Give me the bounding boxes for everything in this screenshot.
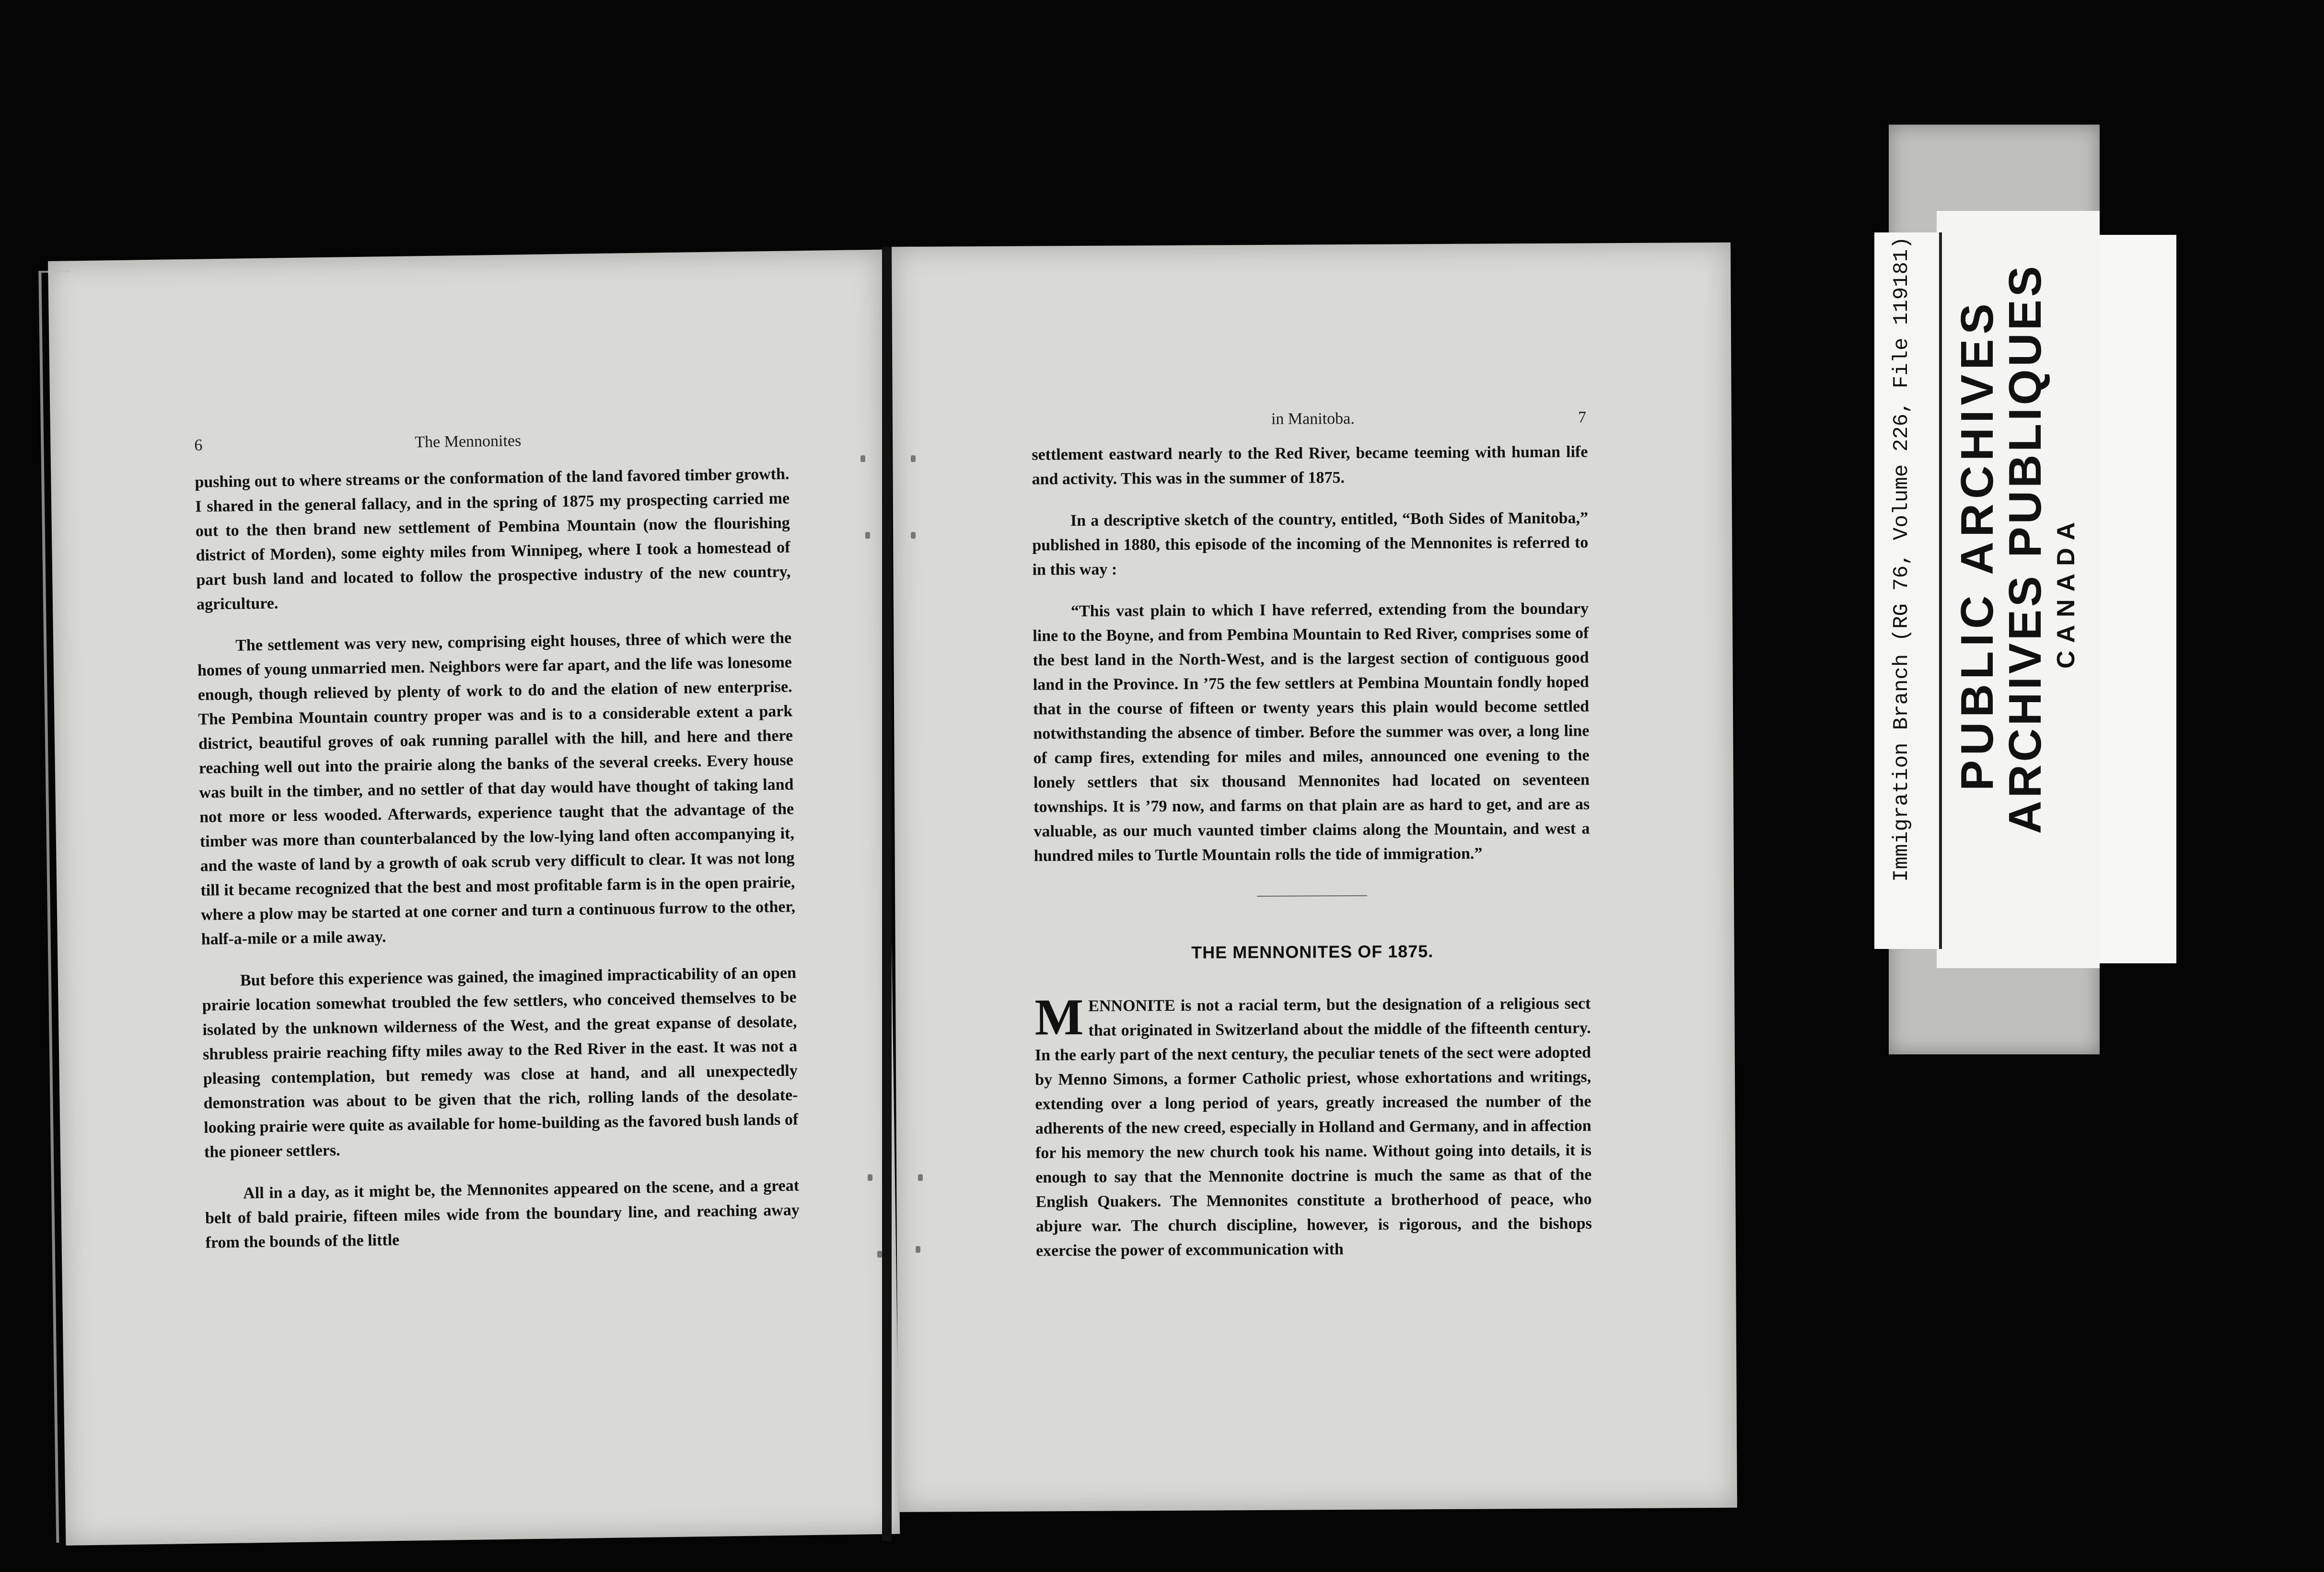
section-paragraph	[1034, 988, 1592, 1263]
book-gutter	[882, 247, 892, 1541]
drop-cap: M	[1034, 988, 1084, 1046]
scan-mark	[918, 1174, 923, 1181]
archive-stamp-line1: PUBLIC ARCHIVES	[1952, 299, 2003, 791]
page-edges	[38, 270, 88, 1543]
left-paragraph: pushing out to where streams or the conformation of the land favored timber growth. I shared in the general fallacy, and in the spring of 1875 my prospecting carried me out to the then brand new settlement of Pembina Mountain (now the flourishing district of Morden), some eighty miles from Winnipeg, where I took a homestead of part bush land and located to follow the prospective industry of the new country, agriculture.	[195, 465, 791, 613]
right-text-block	[1032, 439, 1592, 1280]
scan-mark	[916, 1246, 920, 1253]
archive-label-text: Immigration Branch (RG 76, Volume 226, File 119181)	[1890, 236, 1914, 882]
scan-mark	[911, 532, 916, 539]
left-page	[48, 250, 900, 1546]
right-paragraph: In a descriptive sketch of the country, entitled, “Both Sides of Manitoba,” published in 1880, this episode of the incoming of the Mennonites is referred to in this way :	[1032, 509, 1589, 579]
scan-mark	[868, 1174, 872, 1181]
section-divider	[1257, 895, 1367, 897]
page-number-left: 6	[194, 436, 203, 454]
right-paragraph: settlement eastward nearly to the Red River, became teeming with human life and activity. This was in the summer of 1875.	[1032, 443, 1588, 488]
scan-mark	[860, 455, 865, 462]
right-page	[892, 243, 1737, 1512]
scan-mark	[911, 455, 916, 462]
section-text: ENNONITE is not a racial term, but the designation of a religious sect that originated in Switzerland about the middle of the fifteenth century. In the early part of the next century, the peculiar tenets of the sect were adopted by Menno Simons, a former Catholic priest, whose exhortations and writings, extending over a long period of years, greatly increased the number of the adherents of the new creed, especially in Holland and Germany, and in affection for his memory the new church took his name. Without going into details, it is enough to say that the Mennonite doctrine is much the same as that of the English Quakers. The Mennonites constitute a brotherhood of peace, who abjure war. The church discipline, however, is rigorous, and the bishops exercise the power of excommunication with	[1034, 994, 1592, 1260]
archive-stamp-line2: ARCHIVES PUBLIQUES	[1999, 263, 2051, 834]
archive-stamp-line3: CANADA	[2052, 514, 2080, 669]
book-spread	[48, 247, 1731, 1541]
archive-card-strip	[2100, 235, 2176, 963]
running-title-left: The Mennonites	[415, 432, 522, 451]
left-paragraph: All in a day, as it might be, the Mennonites appeared on the scene, and a great belt of bald prairie, fifteen miles wide from the boundary line, and reaching away from the bounds of the little	[205, 1177, 800, 1252]
scan-mark	[877, 1251, 882, 1258]
block-quote: “This vast plain to which I have referred, extending from the boundary line to the Boyne, and from Pembina Mountain to Red River, comprises some of the best land in the North-West, and is the largest section of contiguous good land in the Province. In ’75 the few settlers at Pembina Mountain fondly hoped that in the course of fifteen or twenty years this plain would become settled notwithstanding the absence of timber. Before the summer was over, a long line of camp fires, extending for miles and miles, announced one evening to the lonely settlers that six thousand Mennonites had located on seventeen townships. It is ’79 now, and farms on that plain are as hard to get, and are as valuable, as our much vaunted timber claims along the Mountain, and west a hundred miles to Turtle Mountain rolls the tide of immigration.”	[1033, 600, 1590, 865]
scan-mark	[865, 532, 870, 539]
left-paragraph: The settlement was very new, comprising eight houses, three of which were the homes of young unmarried men. Neighbors were far apart, and the life was lonesome enough, though relieved by plenty of work to do and the elation of new enterprise. The Pembina Mountain country proper was and is to a considerable extent a park district, beautiful groves of oak running parallel with the hill, and here and there reaching well out into the prairie along the banks of the several creeks. Every house was built in the timber, and no settler of that day would have thought of taking land not more or less wooded. Afterwards, experience taught that the advantage of the timber was more than counterbalanced by the low-lying land often accompanying it, and the waste of land by a growth of oak scrub very difficult to clear. It was not long till it became recognized that the best and most profitable farm is in the open prairie, where a plow may be started at one corner and turn a continuous furrow to the other, half-a-mile or a mile away.	[197, 629, 796, 948]
section-title: THE MENNONITES OF 1875.	[1191, 941, 1434, 962]
running-title-right: in Manitoba.	[1271, 409, 1355, 428]
page-number-right: 7	[1578, 408, 1586, 427]
left-text-block	[195, 462, 800, 1272]
left-paragraph: But before this experience was gained, the imagined impracticability of an open prairie location somewhat troubled the few settlers, who conceived themselves to be isolated by the unknown wilderness of the West, and the great expanse of desolate, shrubless prairie reaching fifty miles away to the Red River in the east. It was not a pleasing contemplation, but remedy was close at hand, and all unexpectedly demonstration was about to be given that the rich, rolling lands of the desolate-looking prairie were quite as available for home-building as the favored bush lands of the pioneer settlers.	[202, 964, 799, 1161]
